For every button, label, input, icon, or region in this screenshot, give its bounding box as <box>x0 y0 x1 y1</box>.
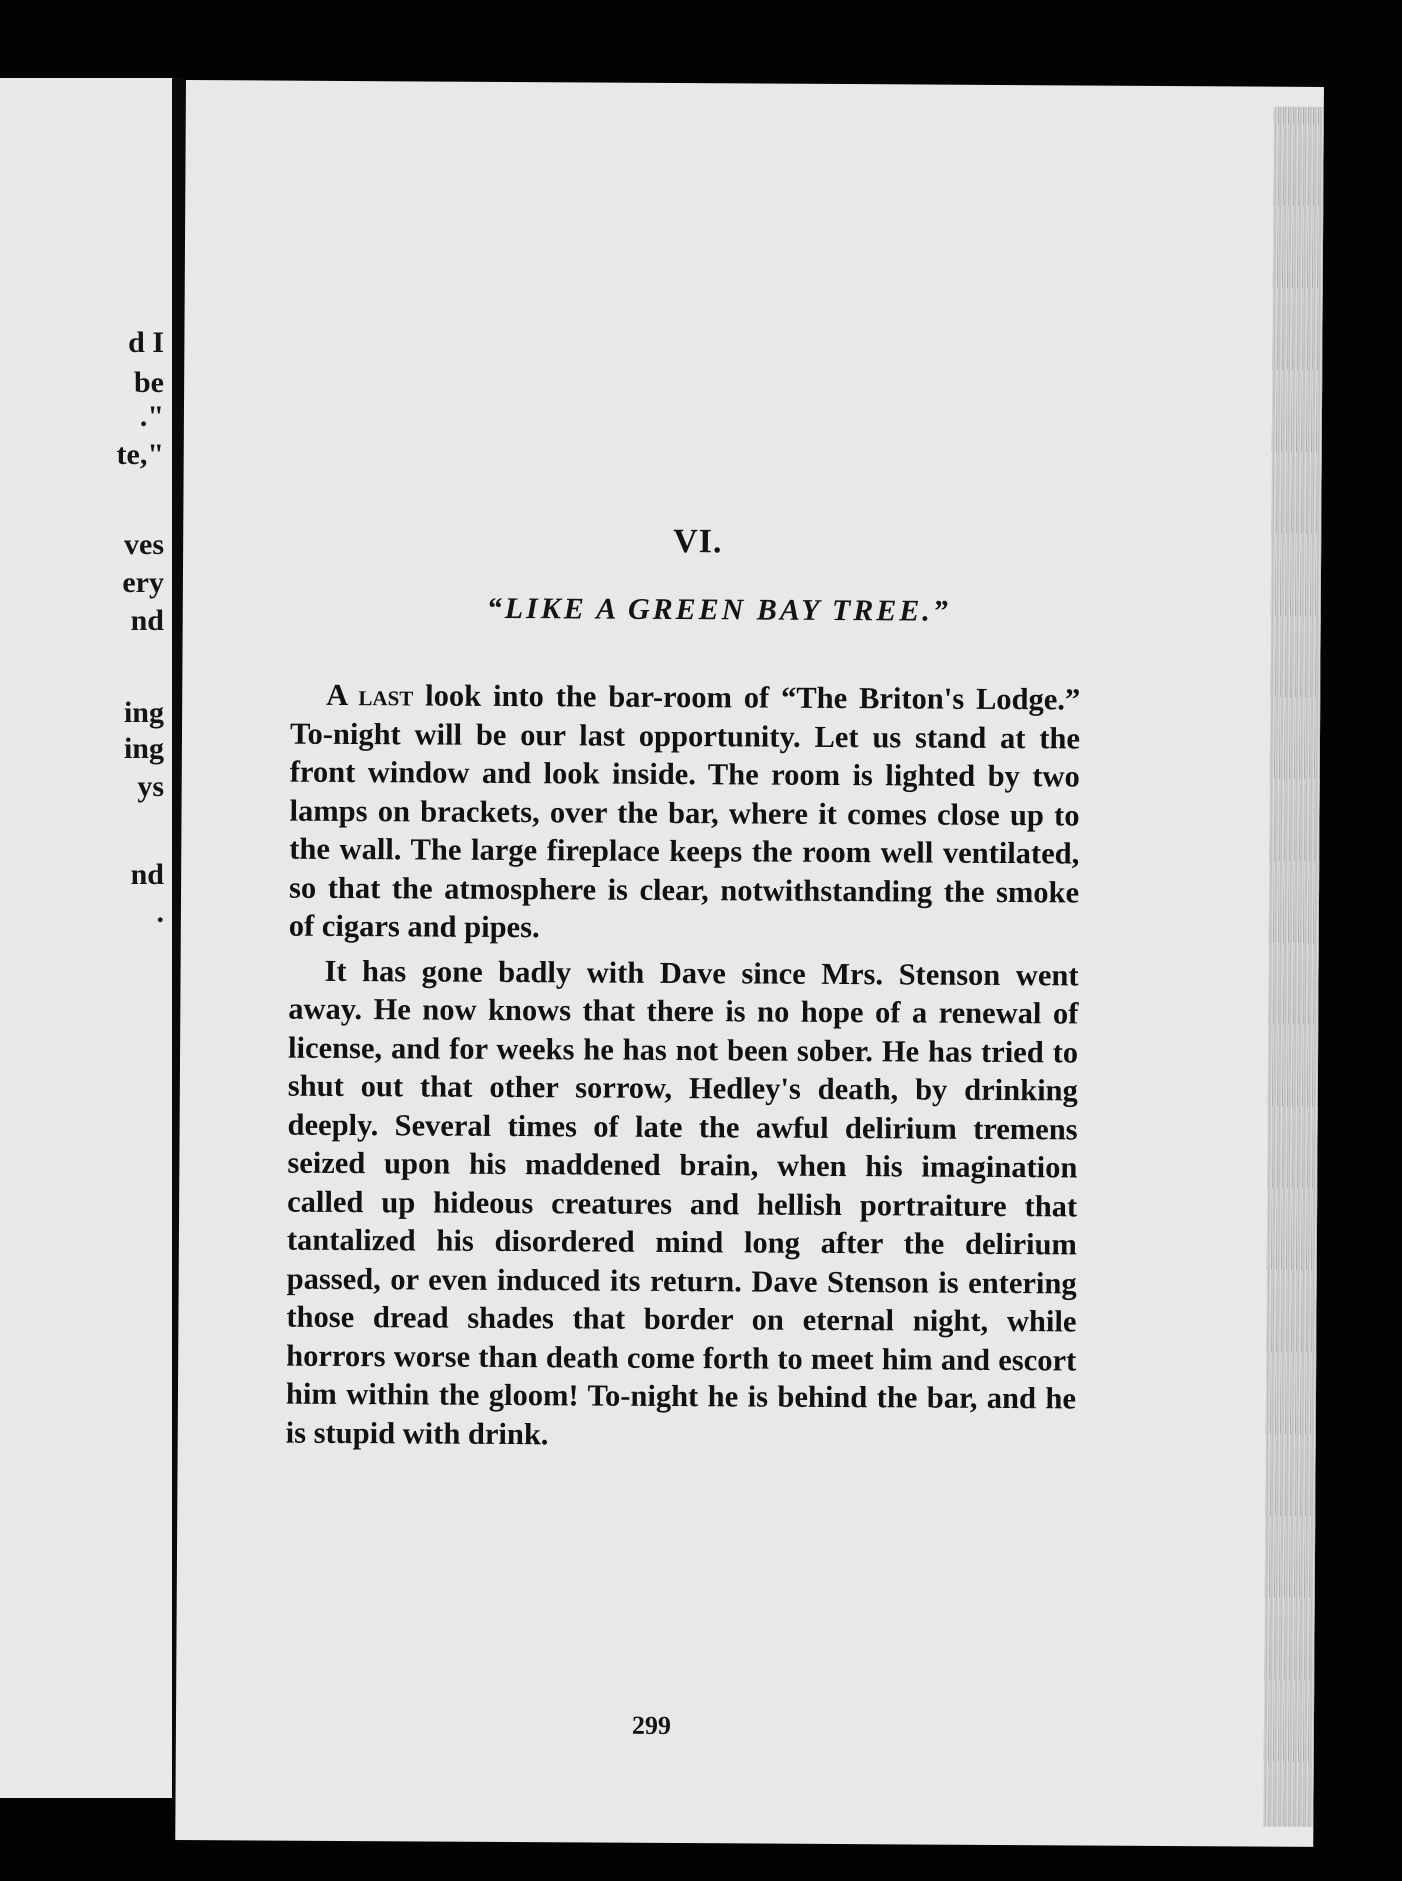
paragraph-2: It has gone badly with Dave since Mrs. Stenson went away. He now knows that there is no hope of a renewal of license, and for weeks he has not been sober. He has tried to shut out that other sorrow, Hedley's death, by drinking deeply. Several times of late the awful delirium tremens seized upon his maddened brain, when his imagination called up hideous creatures and hellish portraiture that tantalized his disordered mind long after the delirium passed, or even induced its return. Dave Stenson is entering those dread shades that border on eternal night, while horrors worse than death come forth to meet him and escort him within the gloom! To-night he is behind the bar, and he is stupid with drink. <box>285 953 1079 1451</box>
body-text <box>286 676 1081 1457</box>
left-page-line: ys <box>137 770 164 803</box>
left-page-line: ves <box>124 528 164 561</box>
left-page-line: ing <box>123 696 164 729</box>
chapter-title: “LIKE A GREEN BAY TREE.” <box>486 591 951 628</box>
chapter-number: VI. <box>673 522 723 561</box>
page-edges <box>1263 107 1324 1827</box>
left-page-line: nd <box>130 604 164 637</box>
left-page-line: nd <box>130 858 164 891</box>
left-page-line: . <box>156 896 164 929</box>
right-book-page <box>175 80 1324 1847</box>
paragraph-1-lead: A <box>326 677 347 712</box>
left-facing-page <box>0 78 172 1798</box>
left-page-line: d I <box>128 326 164 359</box>
left-page-line: ing <box>123 732 164 765</box>
left-page-line: ." <box>139 400 164 433</box>
left-page-line: be <box>134 366 164 399</box>
page-number: 299 <box>631 1710 672 1740</box>
paragraph-1-text: look into the bar-room of “The Briton's Lodge.” To-night will be our last opportunity. Let us stand at the front window and look inside. The room is lighted by two lamps on brackets, over the bar, where it comes close up to the wall. The large fireplace keeps the room well ventilated, so that the atmosphere is clear, notwithstanding the smoke of cigars and pipes. <box>288 678 1081 945</box>
left-page-line: ery <box>122 566 164 599</box>
paragraph-1-smallcaps: last <box>358 678 414 713</box>
paragraph-1 <box>289 676 1081 950</box>
left-page-line: te," <box>116 438 164 471</box>
